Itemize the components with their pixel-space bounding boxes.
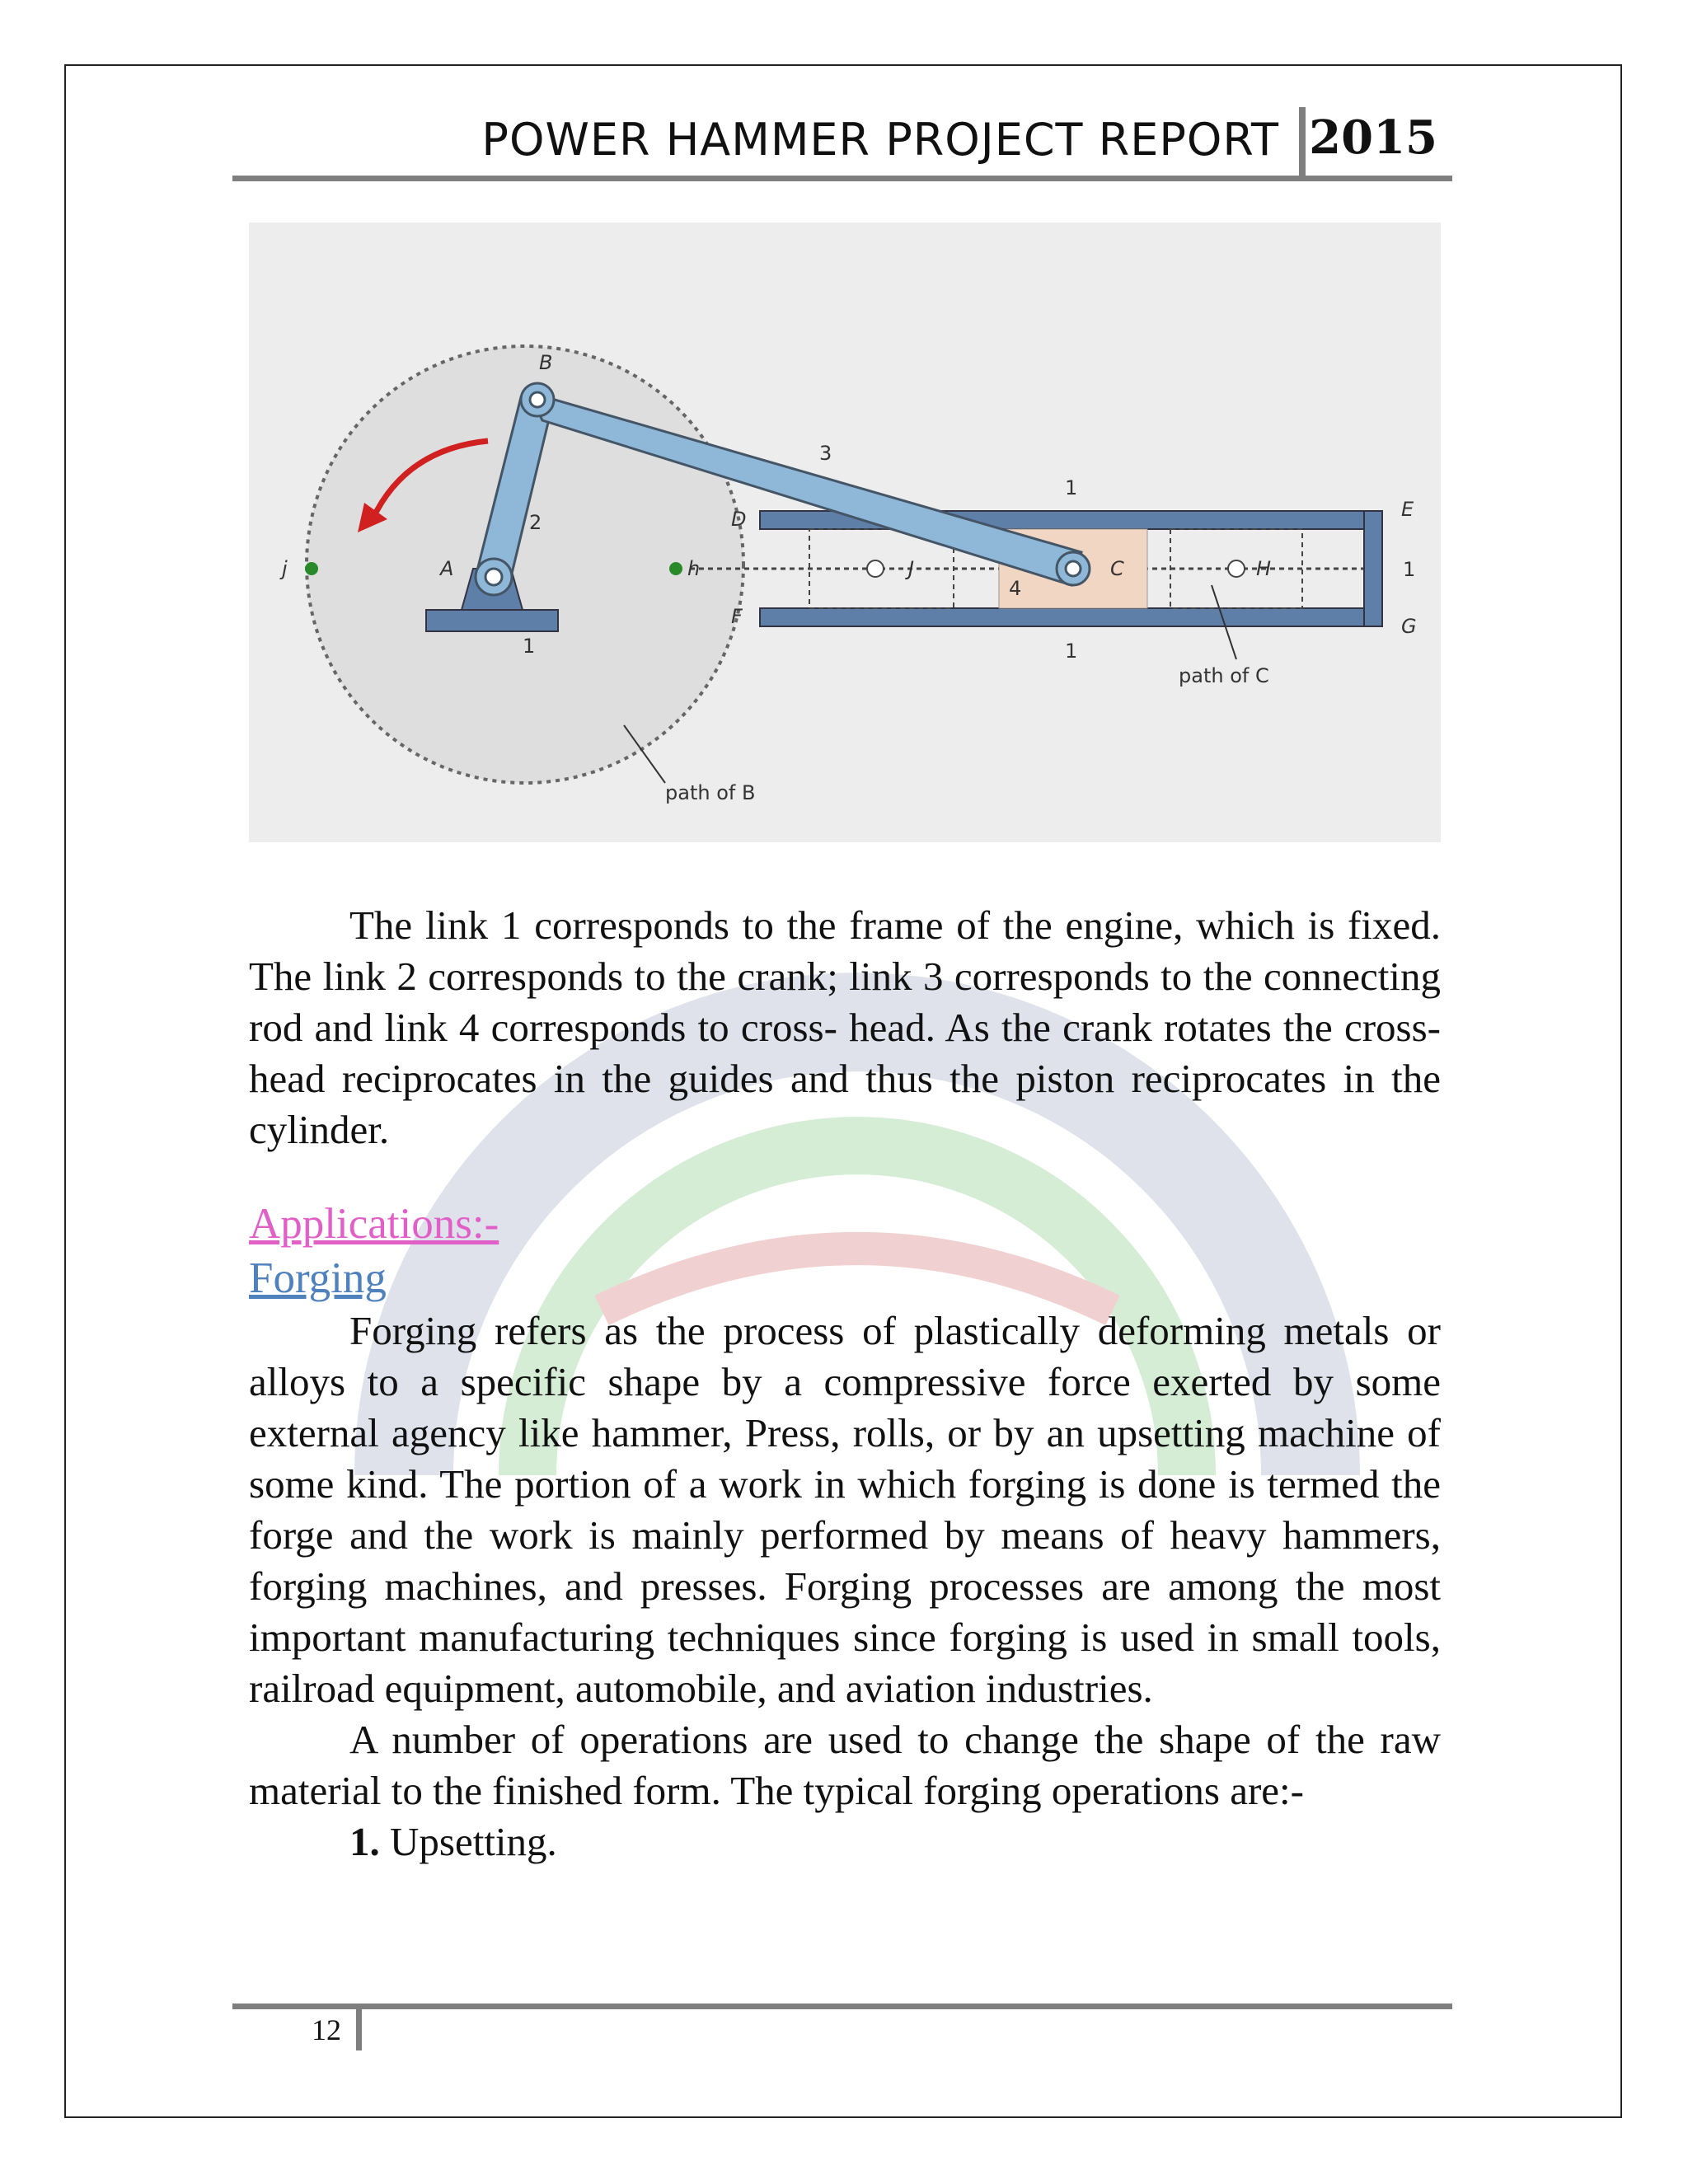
page-number: 12	[312, 2013, 341, 2046]
footer-rule	[232, 2004, 1452, 2009]
guide-end	[1364, 511, 1382, 626]
paragraph-forging: Forging refers as the process of plastically deforming metals or alloys to a specific shape by a compressive force exerted by some external agency like hammer, Press, rolls, or by an upsetting machine of some kind. The portion of a work in which forging is done is termed the forge and the work is mainly performed by means of heavy hammers, forging machines, and presses. Forging processes are among the most important manufacturing techniques since forging is used in small tools, railroad equipment, automobile, and aviation industries.	[249, 1308, 1441, 1711]
label-j-path: J	[908, 557, 915, 580]
label-path-of-c: path of C	[1179, 664, 1269, 687]
slider-crank-diagram	[249, 223, 1441, 842]
header-year: 2015	[1309, 110, 1437, 165]
crank-base	[426, 610, 558, 631]
paragraph-operations: A number of operations are used to change the shape of the raw material to the finished form. The typical forging operations are:-	[249, 1717, 1441, 1813]
label-h-path: H	[1256, 557, 1272, 580]
list-item-text: Upsetting.	[379, 1819, 557, 1864]
slider-crank-figure	[249, 223, 1441, 842]
label-link-1-top: 1	[1065, 476, 1078, 499]
header-rule	[232, 176, 1452, 181]
pin-b-hole	[530, 392, 545, 407]
pin-j	[867, 560, 884, 577]
label-j: j	[282, 557, 288, 580]
label-link-1-right: 1	[1403, 558, 1416, 581]
list-item-number: 1.	[349, 1819, 380, 1864]
label-e: E	[1401, 498, 1414, 521]
label-g: G	[1401, 615, 1417, 638]
paragraph-links: The link 1 corresponds to the frame of the engine, which is fixed. The link 2 corresponds to the crank; link 3 corresponds to the connecting rod and link 4 corresponds to cross- head. As the crank rotates the cross-head reciprocates in the guides and thus the piston reciprocates in the cylinder.	[249, 902, 1441, 1152]
pin-a-hole	[485, 569, 502, 585]
page-header	[232, 107, 1452, 181]
body-content	[249, 900, 1441, 1868]
pin-c-hole	[1066, 561, 1081, 576]
list-item	[249, 1816, 1441, 1868]
label-link-1-base: 1	[523, 635, 536, 658]
label-c: C	[1110, 557, 1124, 580]
footer-separator	[356, 2009, 362, 2050]
header-separator	[1299, 107, 1306, 176]
label-a: A	[440, 557, 454, 580]
pin-h	[1228, 560, 1245, 577]
label-link-3: 3	[819, 442, 832, 465]
label-link-2: 2	[529, 511, 542, 534]
heading-forging: Forging	[249, 1254, 387, 1302]
header-title: POWER HAMMER PROJECT REPORT	[481, 114, 1279, 166]
point-j-dot	[305, 562, 318, 575]
heading-applications: Applications:-	[249, 1200, 499, 1248]
label-h: h	[687, 557, 701, 580]
label-d: D	[731, 508, 747, 531]
label-path-of-b: path of B	[665, 781, 756, 804]
point-h-dot	[669, 562, 682, 575]
label-b: B	[539, 351, 553, 374]
label-link-1-bottom: 1	[1065, 640, 1078, 663]
label-f: F	[731, 605, 743, 628]
lower-guide	[760, 608, 1382, 626]
label-link-4: 4	[1009, 577, 1022, 600]
